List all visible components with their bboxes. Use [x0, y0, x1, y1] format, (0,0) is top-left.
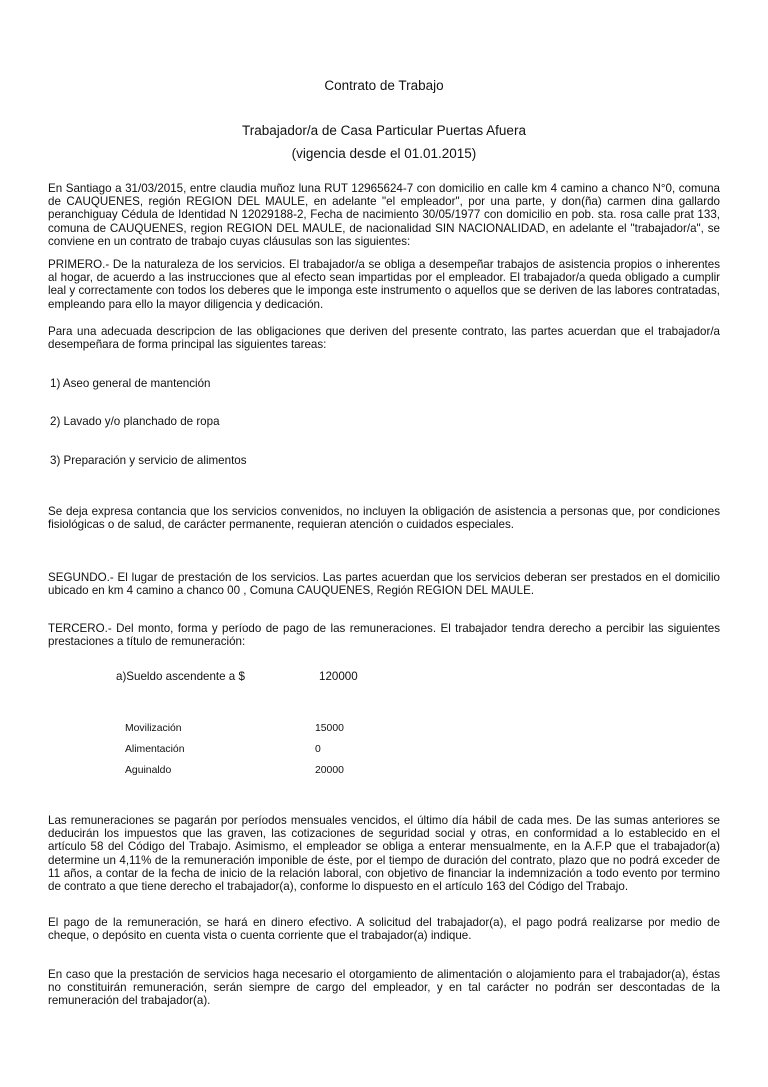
remuneration-paragraph: Las remuneraciones se pagarán por períodos mensuales vencidos, el último día hábil de cada mes. De las sumas anteriores se deducirán los impuestos que las graven, las cotizaciones de seguridad social y otras, en conformidad a lo establecido en el artículo 58 del Código del Trabajo. Asimismo, el empleador se obliga a enterar mensualmente, en la A.F.P que el trabajador(a) determine un 4,11% de la remuneración imponible de éste, por el tiempo de duración del contrato, plazo que no podrá exceder de 11 años, a contar de la fecha de inicio de la relación laboral, con objetivo de financiar la indemnización a todo evento por termino de contrato a que tiene derecho el trabajador(a), conforme lo dispuesto en el artículo 163 del Código del Trabajo. — [48, 814, 720, 894]
clause-tercero: TERCERO.- Del monto, forma y período de pago de las remuneraciones. El trabajador tendra derecho a percibir las siguientes prestaciones a título de remuneración: — [48, 622, 720, 649]
document-title: Contrato de Trabajo — [324, 78, 444, 93]
payment-method-paragraph: El pago de la remuneración, se hará en dinero efectivo. A solicitud del trabajador(a), el pago podrá realizarse por medio de cheque, o depósito en cuenta vista o cuenta corriente que el trabajador(a) indique. — [48, 916, 720, 943]
salary-value: 120000 — [319, 670, 358, 683]
food-lodging-paragraph: En caso que la prestación de servicios haga necesario el otorgamiento de alimentación o alojamiento para el trabajador(a), éstas no constituirán remuneración, serán siempre de cargo del empleador, y en tal carácter no podrán ser descontadas de la remuneración del trabajador(a). — [48, 968, 720, 1008]
vigencia-line: (vigencia desde el 01.01.2015) — [291, 146, 477, 161]
services-exclusion-paragraph: Se deja expresa contancia que los servicios convenidos, no incluyen la obligación de asistencia a personas que, por condiciones fisiológicas o de salud, de carácter permanente, requieran atención o cuidados especiales. — [48, 505, 720, 532]
allowance-value: 20000 — [315, 765, 344, 776]
salary-row — [0, 670, 768, 684]
clause-primero: PRIMERO.- De la naturaleza de los servicios. El trabajador/a se obliga a desempeñar trabajos de asistencia propios o inherentes al hogar, de acuerdo a las instrucciones que al efecto sean impartidas por el empleador. El trabajador/a queda obligado a cumplir leal y correctamente con todos los deberes que le imponga este instrumento o aquellos que se deriven de las labores contratadas, empleando para ello la mayor diligencia y dedicación. — [48, 258, 720, 311]
allowance-row — [0, 743, 768, 756]
duties-description: Para una adecuada descripcion de las obligaciones que deriven del presente contrato, las partes acuerdan que el trabajador/a desempeñara de forma principal las siguientes tareas: — [48, 325, 720, 352]
allowance-value: 0 — [315, 744, 321, 755]
task-item-1: 1) Aseo general de mantención — [50, 377, 211, 390]
allowance-row — [0, 764, 768, 777]
allowance-label: Movilización — [125, 723, 182, 734]
clause-segundo: SEGUNDO.- El lugar de prestación de los servicios. Las partes acuerdan que los servicios deberan ser prestados en el domicilio ubicado en km 4 camino a chanco 00 , Comuna CAUQUENES, Región REGION DEL MAULE. — [48, 571, 720, 598]
allowance-value: 15000 — [315, 723, 344, 734]
allowance-row — [0, 722, 768, 735]
allowance-label: Aguinaldo — [125, 765, 172, 776]
document-subtitle: Trabajador/a de Casa Particular Puertas Afuera — [242, 123, 526, 138]
intro-paragraph: En Santiago a 31/03/2015, entre claudia muñoz luna RUT 12965624-7 con domicilio en calle km 4 camino a chanco N°0, comuna de CAUQUENES, región REGION DEL MAULE, en adelante "el empleador", por una parte, y don(ña) carmen dina gallardo peranchiguay Cédula de Identidad N 12029188-2, Fecha de nacimiento 30/05/1977 con domicilio en pob. sta. rosa calle prat 133, comuna de CAUQUENES, region REGION DEL MAULE, de nacionalidad SIN NACIONALIDAD, en adelante el "trabajador/a", se conviene en un contrato de trabajo cuyas cláusulas son las siguientes: — [48, 182, 720, 248]
salary-label: a)Sueldo ascendente a $ — [116, 670, 245, 683]
allowance-label: Alimentación — [125, 744, 185, 755]
task-item-2: 2) Lavado y/o planchado de ropa — [50, 415, 220, 428]
task-item-3: 3) Preparación y servicio de alimentos — [50, 454, 247, 467]
